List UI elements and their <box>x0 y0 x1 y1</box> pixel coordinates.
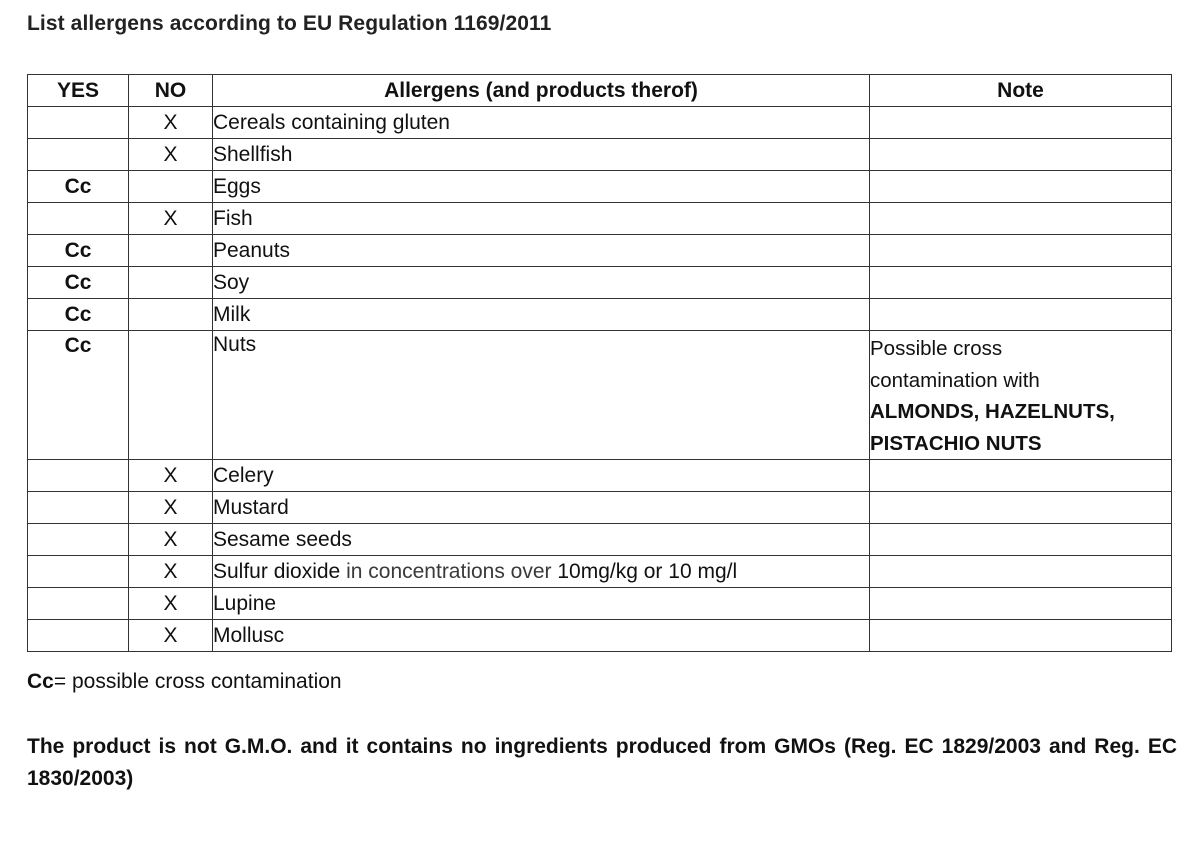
note-cell <box>870 139 1172 171</box>
note-line: Possible cross <box>870 337 1003 360</box>
allergen-name: Soy <box>213 267 870 299</box>
allergen-name-part: Sulfur dioxide <box>213 559 341 583</box>
note-cell <box>870 588 1172 620</box>
allergen-name: Celery <box>213 460 870 492</box>
table-row <box>28 556 1172 588</box>
allergen-name <box>213 556 870 588</box>
note-cell <box>870 492 1172 524</box>
note-cell <box>870 460 1172 492</box>
no-cell: X <box>129 588 213 620</box>
note-cell <box>870 299 1172 331</box>
table-row <box>28 299 1172 331</box>
note-cell <box>870 267 1172 299</box>
table-row <box>28 267 1172 299</box>
allergen-name-part: 10mg/kg or 10 mg/l <box>557 559 738 583</box>
no-cell <box>129 235 213 267</box>
allergen-name: Shellfish <box>213 139 870 171</box>
yes-cell: Cc <box>28 331 129 460</box>
note-cell <box>870 235 1172 267</box>
note-cell <box>870 107 1172 139</box>
yes-cell <box>28 107 129 139</box>
yes-cell <box>28 203 129 235</box>
no-cell: X <box>129 203 213 235</box>
no-cell: X <box>129 492 213 524</box>
no-cell <box>129 331 213 460</box>
yes-cell: Cc <box>28 235 129 267</box>
note-cell <box>870 171 1172 203</box>
allergen-name: Mollusc <box>213 620 870 652</box>
note-cell <box>870 524 1172 556</box>
no-cell: X <box>129 107 213 139</box>
allergen-name-part: in concentrations over <box>340 559 558 583</box>
note-line-bold: ALMONDS, HAZELNUTS, <box>870 400 1115 423</box>
header-note: Note <box>870 75 1172 107</box>
no-cell: X <box>129 524 213 556</box>
allergen-name: Lupine <box>213 588 870 620</box>
allergen-name: Peanuts <box>213 235 870 267</box>
yes-cell <box>28 139 129 171</box>
note-cell <box>870 331 1172 460</box>
allergen-name: Eggs <box>213 171 870 203</box>
allergen-name: Fish <box>213 203 870 235</box>
note-line-bold: PISTACHIO NUTS <box>870 431 1042 455</box>
table-row <box>28 139 1172 171</box>
yes-cell: Cc <box>28 171 129 203</box>
no-cell <box>129 299 213 331</box>
header-allergen: Allergens (and products therof) <box>213 75 870 107</box>
note-cell <box>870 203 1172 235</box>
yes-cell: Cc <box>28 267 129 299</box>
allergen-table <box>27 74 1172 652</box>
allergen-name: Milk <box>213 299 870 331</box>
yes-cell <box>28 620 129 652</box>
table-row <box>28 588 1172 620</box>
no-cell: X <box>129 556 213 588</box>
note-line: contamination with <box>870 368 1040 392</box>
table-row <box>28 107 1172 139</box>
table-row <box>28 492 1172 524</box>
yes-cell <box>28 492 129 524</box>
table-row <box>28 235 1172 267</box>
table-row <box>28 171 1172 203</box>
table-row <box>28 460 1172 492</box>
allergen-name: Nuts <box>213 331 870 460</box>
allergen-name: Mustard <box>213 492 870 524</box>
table-row <box>28 203 1172 235</box>
header-no: NO <box>129 75 213 107</box>
legend-code: Cc <box>27 670 54 693</box>
header-yes: YES <box>28 75 129 107</box>
no-cell <box>129 267 213 299</box>
table-row <box>28 331 1172 460</box>
gmo-statement: The product is not G.M.O. and it contains no ingredients produced from GMOs (Reg. EC 1829/2003 and Reg. EC 1830/2003) <box>27 735 1177 790</box>
allergen-name: Sesame seeds <box>213 524 870 556</box>
document-title: List allergens according to EU Regulation 1169/2011 <box>27 12 552 35</box>
table-row <box>28 524 1172 556</box>
allergen-name: Cereals containing gluten <box>213 107 870 139</box>
yes-cell <box>28 588 129 620</box>
no-cell: X <box>129 139 213 171</box>
table-row <box>28 620 1172 652</box>
yes-cell <box>28 556 129 588</box>
legend-text: = possible cross contamination <box>53 670 342 693</box>
table-header-row <box>28 75 1172 107</box>
no-cell: X <box>129 620 213 652</box>
yes-cell <box>28 524 129 556</box>
note-cell <box>870 620 1172 652</box>
legend <box>27 670 342 694</box>
yes-cell <box>28 460 129 492</box>
yes-cell: Cc <box>28 299 129 331</box>
no-cell: X <box>129 460 213 492</box>
no-cell <box>129 171 213 203</box>
note-cell <box>870 556 1172 588</box>
